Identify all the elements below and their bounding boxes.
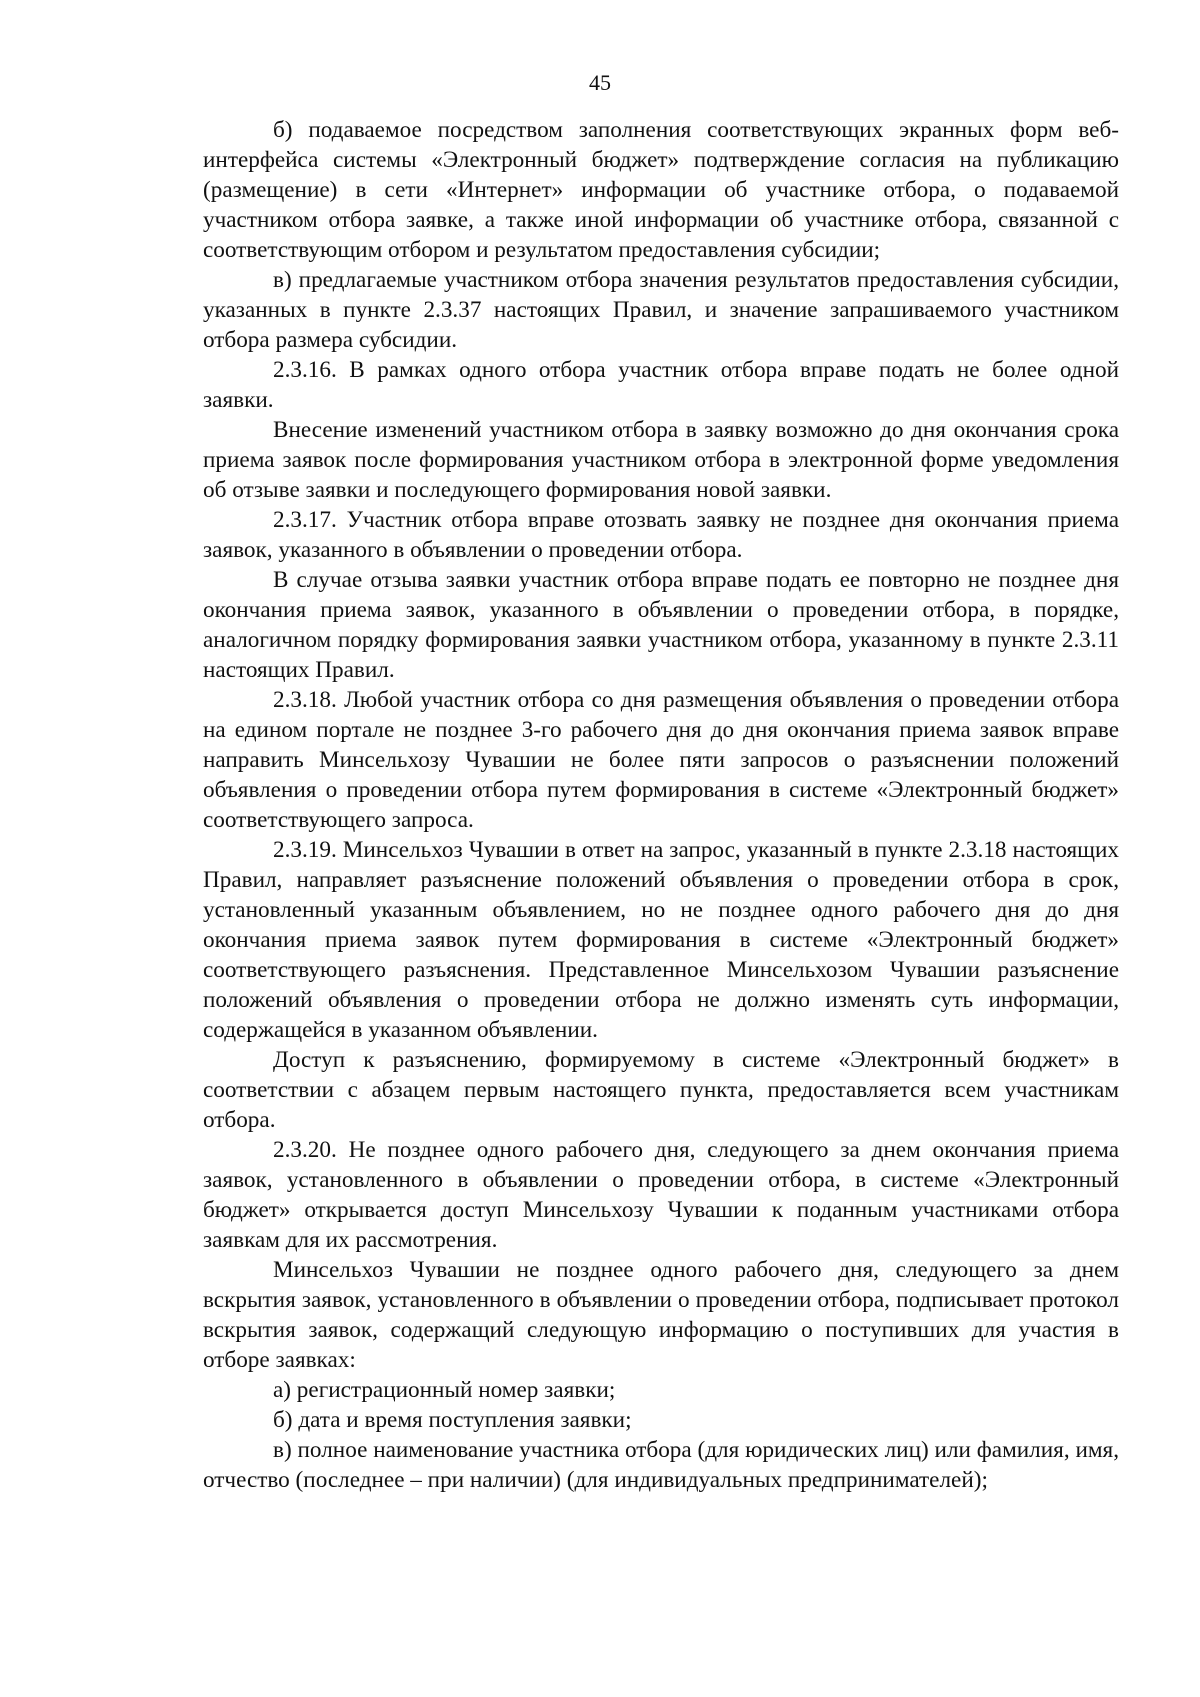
list-item-b: б) дата и время поступления заявки; <box>273 1407 632 1433</box>
paragraph-2-3-16: 2.3.16. В рамках одного отбора участник отбора вправе подать не более одной заявки. <box>203 357 1119 413</box>
paragraph-v-results: в) предлагаемые участником отбора значения результатов предоставления субсидии, указанных в пункте 2.3.37 настоящих Правил, и значение запрашиваемого участником отбора размера субсидии. <box>203 267 1119 353</box>
paragraph-2-3-18: 2.3.18. Любой участник отбора со дня размещения объявления о проведении отбора на едином портале не позднее 3-го рабочего дня до дня окончания приема заявок вправе направить Минсельхозу Чувашии не более пяти запросов о разъяснении положений объявления о проведении отбора путем формирования в системе «Электронный бюджет» соответствующего запроса. <box>203 687 1119 833</box>
paragraph-2-3-20: 2.3.20. Не позднее одного рабочего дня, следующего за днем окончания приема заявок, установленного в объявлении о проведении отбора, в системе «Электронный бюджет» открывается доступ Минсельхозу Чувашии к поданным участниками отбора заявкам для их рассмотрения. <box>203 1137 1119 1253</box>
paragraph-2-3-17: 2.3.17. Участник отбора вправе отозвать заявку не позднее дня окончания приема заявок, указанного в объявлении о проведении отбора. <box>203 507 1119 563</box>
list-item-a: а) регистрационный номер заявки; <box>273 1377 616 1403</box>
paragraph-changes: Внесение изменений участником отбора в заявку возможно до дня окончания срока приема заявок после формирования участником отбора в электронной форме уведомления об отзыве заявки и последующего формирования новой заявки. <box>203 417 1119 503</box>
document-body <box>203 115 1119 1495</box>
paragraph-protocol: Минсельхоз Чувашии не позднее одного рабочего дня, следующего за днем вскрытия заявок, установленного в объявлении о проведении отбора, подписывает протокол вскрытия заявок, содержащий следующую информацию о поступивших для участия в отборе заявках: <box>203 1257 1119 1373</box>
list-item-v: в) полное наименование участника отбора (для юридических лиц) или фамилия, имя, отчество (последнее – при наличии) (для индивидуальных предпринимателей); <box>203 1437 1119 1493</box>
paragraph-access: Доступ к разъяснению, формируемому в системе «Электронный бюджет» в соответствии с абзацем первым настоящего пункта, предоставляется всем участникам отбора. <box>203 1047 1119 1133</box>
page-number: 45 <box>589 70 611 95</box>
paragraph-withdrawal: В случае отзыва заявки участник отбора вправе подать ее повторно не позднее дня окончания приема заявок, указанного в объявлении о проведении отбора, в порядке, аналогичном порядку формирования заявки участником отбора, указанному в пункте 2.3.11 настоящих Правил. <box>203 567 1119 683</box>
paragraph-b-consent: б) подаваемое посредством заполнения соответствующих экранных форм веб-интерфейса системы «Электронный бюджет» подтверждение согласия на публикацию (размещение) в сети «Интернет» информации об участнике отбора, о подаваемой участником отбора заявке, а также иной информации об участнике отбора, связанной с соответствующим отбором и результатом предоставления субсидии; <box>203 117 1119 263</box>
paragraph-2-3-19: 2.3.19. Минсельхоз Чувашии в ответ на запрос, указанный в пункте 2.3.18 настоящих Правил, направляет разъяснение положений объявления о проведении отбора в срок, установленный указанным объявлением, но не позднее одного рабочего дня до дня окончания приема заявок путем формирования в системе «Электронный бюджет» соответствующего разъяснения. Представленное Минсельхозом Чувашии разъяснение положений объявления о проведении отбора не должно изменять суть информации, содержащейся в указанном объявлении. <box>203 837 1119 1043</box>
